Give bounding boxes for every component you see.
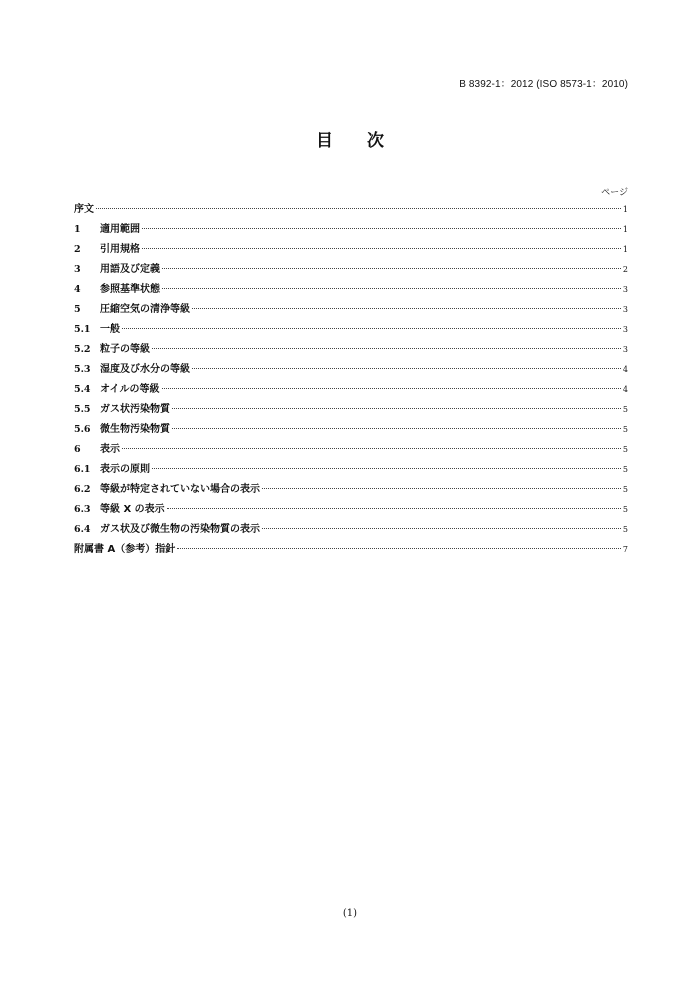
toc-entry[interactable] <box>74 280 628 300</box>
toc-entry-page: 3 <box>622 345 628 354</box>
dot-leader <box>262 527 621 529</box>
dot-leader <box>192 367 621 369</box>
page-column-heading: ページ <box>601 188 628 198</box>
toc-entry-page: 5 <box>622 405 628 414</box>
toc-entry[interactable] <box>74 480 628 500</box>
toc-entry-label: 微生物汚染物質 <box>100 424 170 435</box>
toc-entry-label: 序文 <box>74 204 94 215</box>
toc-entry-label: 表示 <box>100 444 120 455</box>
toc-entry[interactable] <box>74 300 628 320</box>
toc-entry-page: 4 <box>622 385 628 394</box>
dot-leader <box>172 427 621 429</box>
toc-entry-label: 等級 X の表示 <box>100 504 165 515</box>
toc-entry-label: 適用範囲 <box>100 224 140 235</box>
toc-entry[interactable] <box>74 360 628 380</box>
toc-entry-label: 等級が特定されていない場合の表示 <box>100 484 260 495</box>
toc-entry-page: 5 <box>622 505 628 514</box>
toc-entry-number: 5.2 <box>74 344 91 355</box>
table-of-contents <box>74 200 628 560</box>
toc-entry-page: 3 <box>622 305 628 314</box>
dot-leader <box>167 507 621 509</box>
dot-leader <box>122 327 621 329</box>
toc-entry-number: 6.1 <box>74 464 91 475</box>
toc-entry[interactable] <box>74 500 628 520</box>
dot-leader <box>142 247 621 249</box>
footer-page-number: (1) <box>342 908 358 919</box>
toc-entry-label: ガス状汚染物質 <box>100 404 170 415</box>
toc-entry[interactable] <box>74 440 628 460</box>
toc-entry-number: 5.6 <box>74 424 91 435</box>
toc-entry[interactable] <box>74 220 628 240</box>
toc-entry-label: ガス状及び微生物の汚染物質の表示 <box>100 524 260 535</box>
toc-entry[interactable] <box>74 540 628 560</box>
toc-entry[interactable] <box>74 460 628 480</box>
toc-entry-number: 4 <box>74 284 81 295</box>
toc-entry[interactable] <box>74 340 628 360</box>
toc-entry[interactable] <box>74 400 628 420</box>
standard-number: B 8392-1：2012 (ISO 8573-1：2010) <box>459 79 628 90</box>
dot-leader <box>162 267 621 269</box>
dot-leader <box>172 407 621 409</box>
toc-entry-page: 5 <box>622 485 628 494</box>
dot-leader <box>96 207 621 209</box>
toc-entry-number: 1 <box>74 224 81 235</box>
dot-leader <box>152 347 621 349</box>
toc-entry-number: 2 <box>74 244 81 255</box>
toc-entry-number: 6 <box>74 444 81 455</box>
toc-entry[interactable] <box>74 420 628 440</box>
toc-entry-label: オイルの等級 <box>100 384 160 395</box>
toc-entry-page: 3 <box>622 325 628 334</box>
toc-entry-label: 湿度及び水分の等級 <box>100 364 190 375</box>
toc-entry-label: 用語及び定義 <box>100 264 160 275</box>
toc-entry-label: 圧縮空気の清浄等級 <box>100 304 190 315</box>
toc-entry-page: 1 <box>622 205 628 214</box>
toc-entry-page: 4 <box>622 365 628 374</box>
toc-entry-page: 2 <box>622 265 628 274</box>
dot-leader <box>192 307 621 309</box>
dot-leader <box>152 467 621 469</box>
toc-entry[interactable] <box>74 520 628 540</box>
toc-entry-page: 1 <box>622 245 628 254</box>
toc-entry-page: 5 <box>622 445 628 454</box>
dot-leader <box>262 487 621 489</box>
toc-entry-page: 5 <box>622 465 628 474</box>
toc-entry-number: 6.3 <box>74 504 91 515</box>
page-title: 目 次 <box>316 131 398 151</box>
toc-entry-label: 附属書 A（参考）指針 <box>74 544 176 555</box>
toc-entry-page: 7 <box>622 545 628 554</box>
toc-entry-label: 参照基準状態 <box>100 284 160 295</box>
toc-entry-label: 表示の原則 <box>100 464 150 475</box>
toc-entry[interactable] <box>74 380 628 400</box>
toc-entry-number: 6.2 <box>74 484 91 495</box>
toc-entry[interactable] <box>74 240 628 260</box>
toc-entry-number: 5 <box>74 304 81 315</box>
toc-entry-page: 1 <box>622 225 628 234</box>
dot-leader <box>142 227 621 229</box>
toc-entry-number: 5.1 <box>74 324 91 335</box>
toc-entry-number: 5.4 <box>74 384 91 395</box>
toc-entry[interactable] <box>74 200 628 220</box>
dot-leader <box>162 287 621 289</box>
toc-entry-label: 引用規格 <box>100 244 140 255</box>
toc-entry[interactable] <box>74 320 628 340</box>
toc-entry-number: 6.4 <box>74 524 91 535</box>
toc-entry-page: 5 <box>622 525 628 534</box>
toc-entry-page: 5 <box>622 425 628 434</box>
toc-entry-number: 3 <box>74 264 81 275</box>
toc-entry-label: 粒子の等級 <box>100 344 150 355</box>
dot-leader <box>122 447 621 449</box>
toc-entry[interactable] <box>74 260 628 280</box>
toc-entry-number: 5.3 <box>74 364 91 375</box>
dot-leader <box>177 547 621 549</box>
toc-entry-label: 一般 <box>100 324 120 335</box>
toc-entry-page: 3 <box>622 285 628 294</box>
toc-entry-number: 5.5 <box>74 404 91 415</box>
dot-leader <box>162 387 621 389</box>
